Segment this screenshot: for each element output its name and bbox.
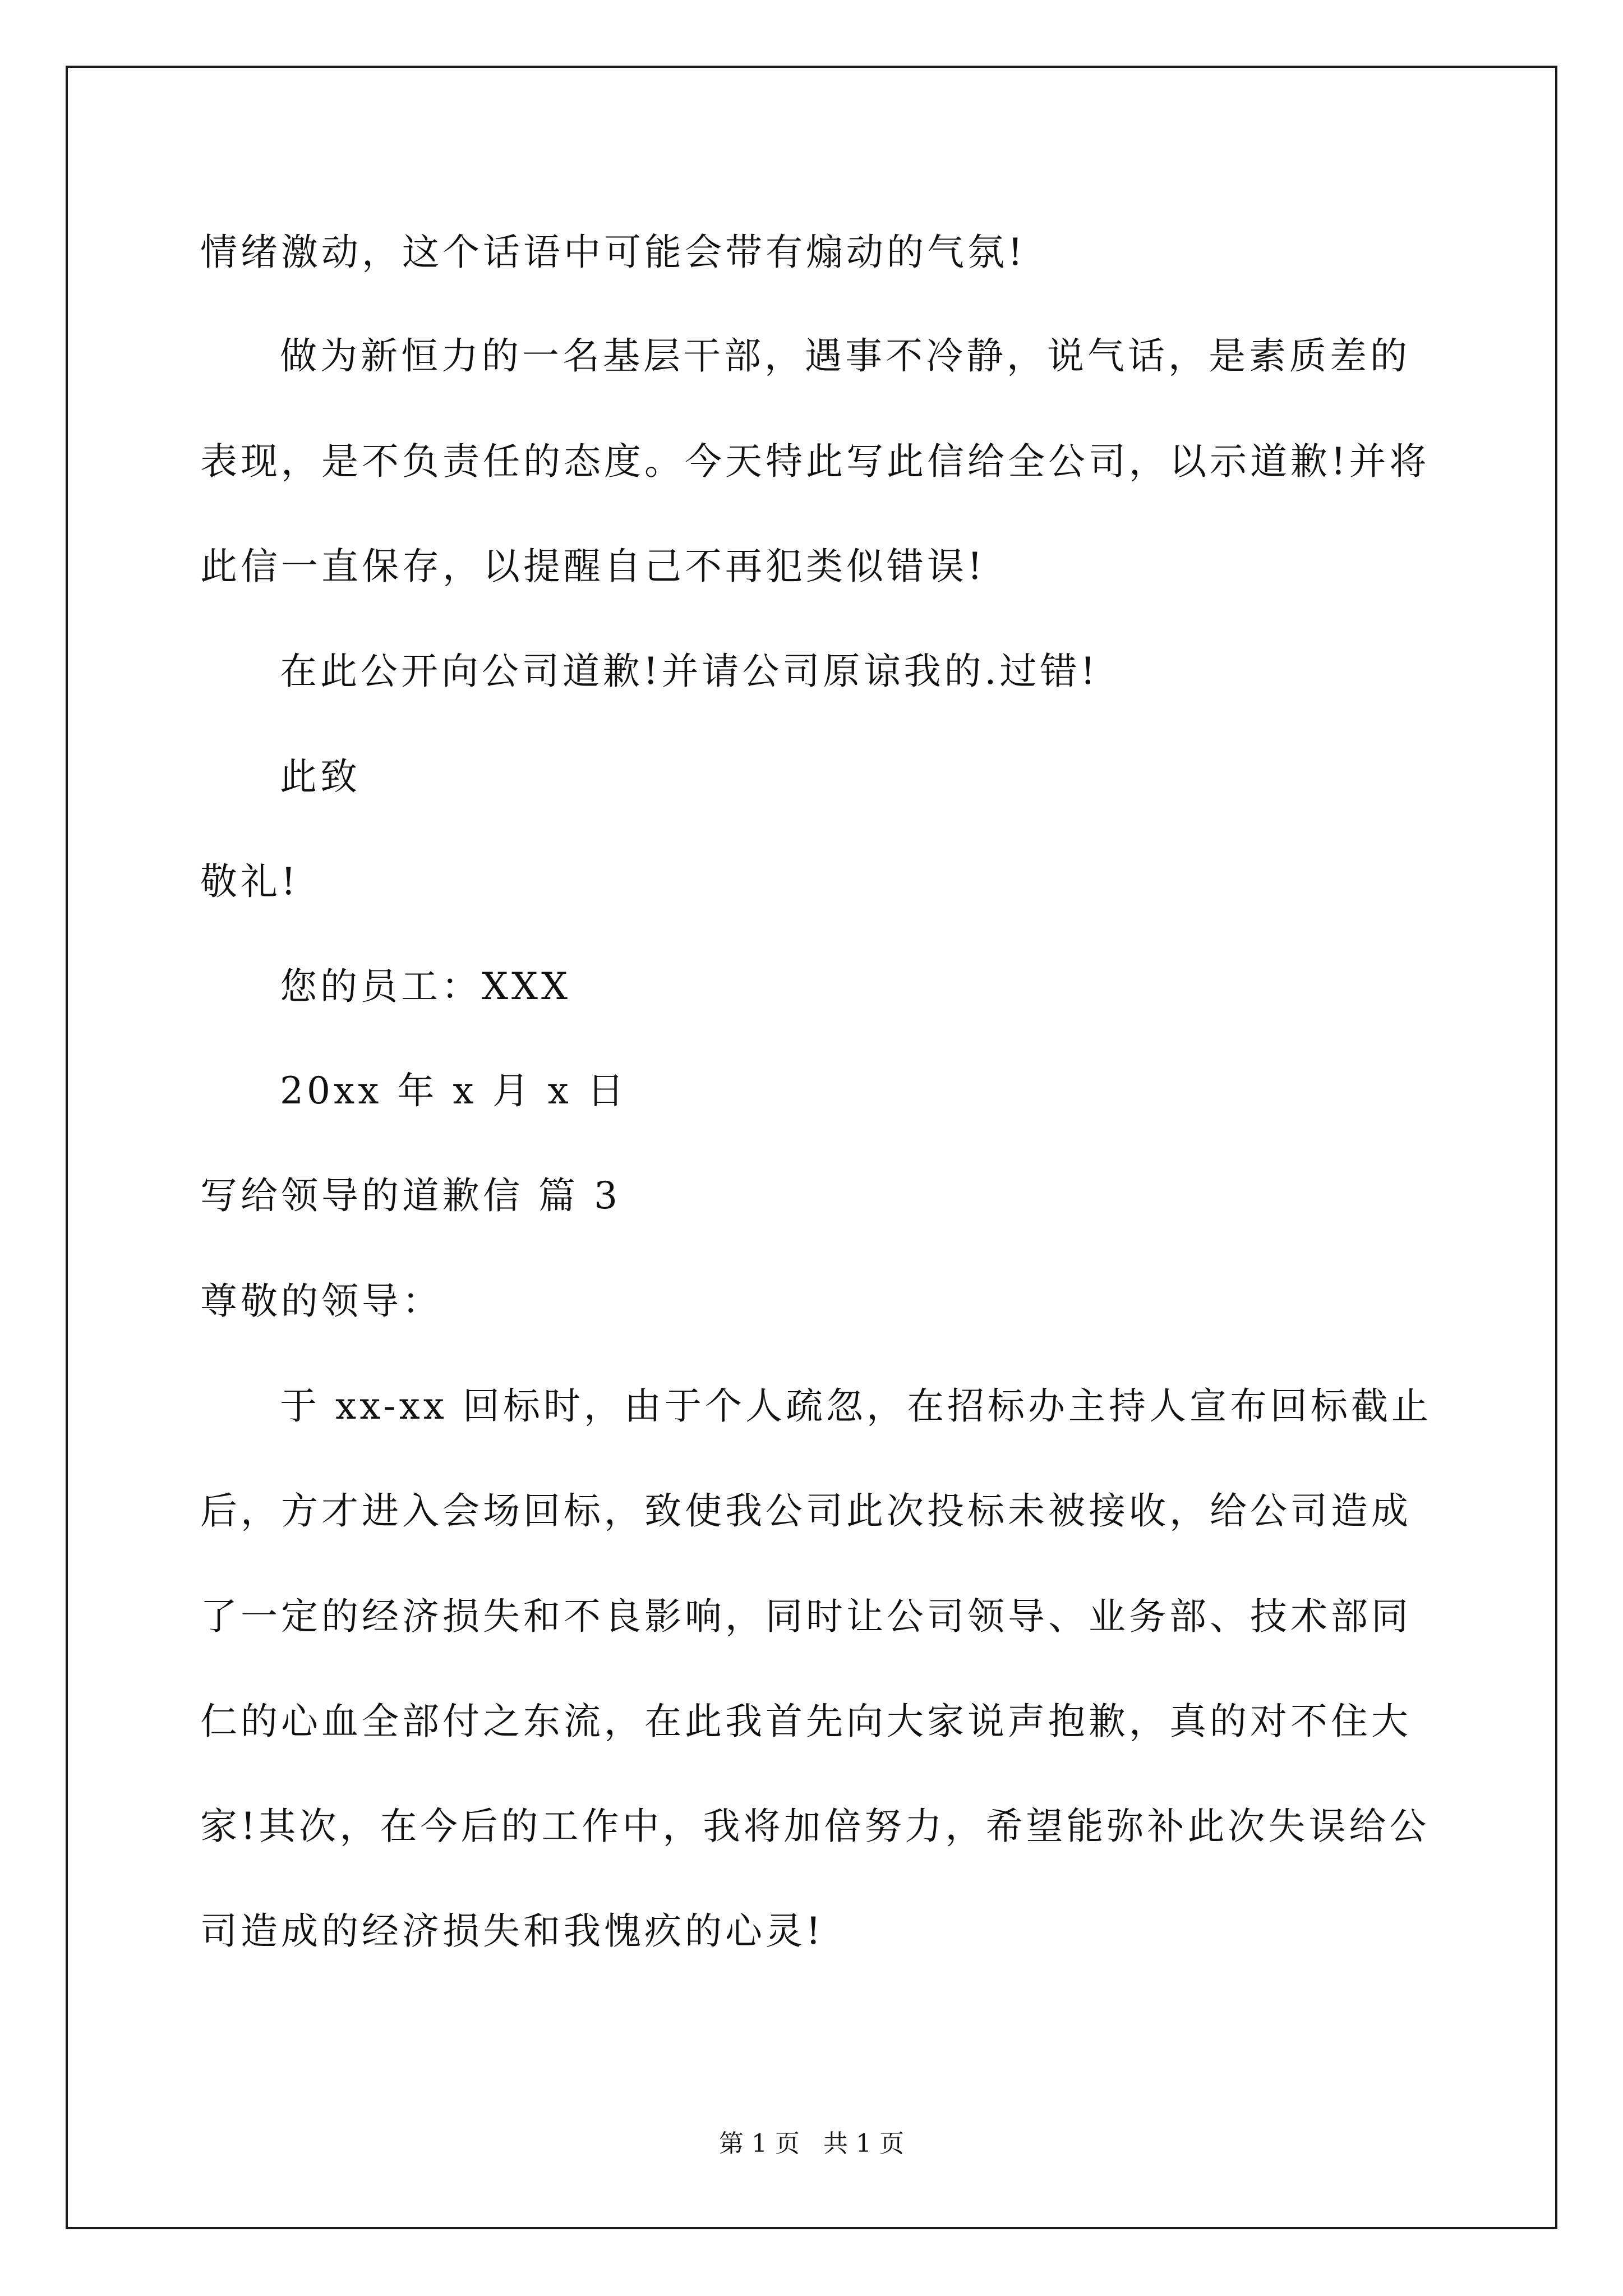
date-line: 20xx 年 x 月 x 日 <box>280 1069 628 1112</box>
text-line-17: 司造成的经济损失和我愧疚的心灵! <box>200 1910 824 1953</box>
text-line-2: 做为新恒力的一名基层干部，遇事不冷静，说气话，是素质差的 <box>280 334 1410 378</box>
section-heading: 写给领导的道歉信 篇 3 <box>200 1174 621 1217</box>
text-line-16: 家!其次，在今后的工作中，我将加倍努力，希望能弥补此次失误给公 <box>200 1805 1430 1848</box>
signature-line: 您的员工：XXX <box>280 965 571 1008</box>
text-line-3: 表现，是不负责任的态度。今天特此写此信给全公司，以示道歉!并将 <box>200 440 1430 483</box>
greeting-line: 尊敬的领导： <box>200 1280 442 1323</box>
text-line-1: 情绪激动，这个话语中可能会带有煽动的气氛! <box>200 231 1026 274</box>
text-line-5: 在此公开向公司道歉!并请公司原谅我的.过错! <box>280 650 1099 693</box>
salutation-closing: 敬礼! <box>200 860 299 903</box>
text-line-13: 后，方才进入会场回标，致使我公司此次投标未被接收，给公司造成 <box>200 1489 1412 1533</box>
closing-phrase: 此致 <box>280 755 361 798</box>
text-line-15: 仁的心血全部付之东流，在此我首先向大家说声抱歉，真的对不住大 <box>200 1700 1412 1743</box>
text-line-14: 了一定的经济损失和不良影响，同时让公司领导、业务部、技术部同 <box>200 1595 1412 1638</box>
text-line-4: 此信一直保存，以提醒自己不再犯类似错误! <box>200 545 986 588</box>
page-border <box>66 66 1557 2229</box>
text-line-12: 于 xx-xx 回标时，由于个人疏忽，在招标办主持人宣布回标截止 <box>280 1384 1432 1428</box>
page-number-footer: 第 1 页 共 1 页 <box>719 2129 904 2158</box>
